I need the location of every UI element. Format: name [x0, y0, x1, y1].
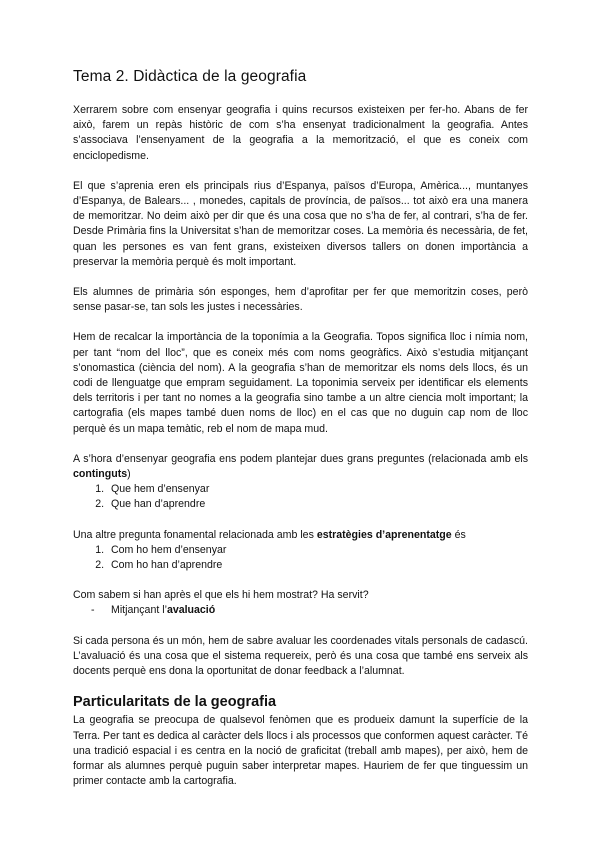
- document-page: [73, 68, 528, 804]
- list-evaluation: [73, 603, 528, 618]
- paragraph-evaluation-question: Com sabem si han après el que els hi hem mostrat? Ha servit?: [73, 589, 369, 602]
- paragraph-evaluation: Si cada persona és un món, hem de sabre avaluar les coordenades vitals personals de cadascú. L’avaluació és una cosa que el sistema requereix, però és una cosa que també ens serveix als docents perquè ens dona la oportunitat de donar feedback a l’alumnat.: [73, 634, 528, 678]
- list-strategy-questions: [73, 543, 528, 573]
- list-item: 2. Com ho han d’aprendre: [107, 558, 528, 573]
- paragraph-students: Els alumnes de primària són esponges, hem d’aprofitar per fer que memoritzin coses, però sense pasar-se, tan sols les justes i necessàries.: [73, 286, 528, 314]
- paragraph-strategies: Una altre pregunta fonamental relacionada amb les estratègies d’aprenentatge és: [73, 528, 466, 541]
- bold-evaluation: avaluació: [166, 604, 216, 617]
- list-contents-questions: [73, 482, 528, 512]
- list-item: 1. Com ho hem d’ensenyar: [107, 543, 528, 558]
- paragraph-memorization: El que s’aprenia eren els principals rius d’Espanya, països d’Europa, Amèrica..., muntanyes d’Espanya, de Balears... , monedes, capitals de província, de països... tot això era una manera de memoritzar. No deim això per dir que és una cosa que no s’ha de fer, al contrari, s’ha de fer. Desde Primària fins la Universitat s’han de memoritzar coses. La memòria és necessària, de fet, quan les persones es van fent grans, existeixen diversos tallers on donen importància a preservar la memòria perquè és molt important.: [73, 179, 528, 268]
- paragraph-questions: A s’hora d’ensenyar geografia ens podem plantejar dues grans preguntes (relacionada amb els continguts): [73, 452, 528, 481]
- bold-strategies: estratègies d’aprenentatge: [316, 528, 452, 541]
- page-title: Tema 2. Didàctica de la geografia: [73, 68, 307, 85]
- section-heading: Particularitats de la geografia: [73, 694, 277, 711]
- list-item: 1. Que hem d’ensenyar: [107, 482, 528, 497]
- paragraph-intro: Xerrarem sobre com ensenyar geografia i quins recursos existeixen per fer-ho. Abans de fer això, farem un repàs històric de com s’ha ensenyat tradicionalment la geografia. Antes s’associava l’ensenyament de la geografia a la memorització, el que es coneix com enciclopedisme.: [73, 104, 528, 162]
- list-item: 2. Que han d’aprendre: [107, 497, 528, 512]
- paragraph-particularities: La geografia se preocupa de qualsevol fenòmen que es produeix damunt la superfície de la Terra. Per tant es dedica al caràcter dels llocs i als processos que conformen aquest caràcter. Té una tradició espacial i es centra en la noció de graficitat (treball amb mapes), per això, hem de formar als alumnes perquè puguin saber interpretar mapes. Hauriem de fer que tinguessim un primer contacte amb la cartografia.: [73, 714, 528, 788]
- bold-contents: continguts: [73, 468, 128, 481]
- paragraph-toponymy: Hem de recalcar la importància de la toponímia a la Geografia. Topos significa lloc i nímia nom, per tant “nom del lloc”, que es coneix més com noms geogràfics. Això s’estudia mitjançant s’onomastica (ciència del nom). A la geografia s’han de memoritzar els noms dels llocs, és un codi de llenguatge que empram seguidament. La toponimia serveix per identificar els elements dels territoris i per tant no nomes a la geografia sino tambe a un altre ciencia molt important; la cartografia (els mapes també duen noms de lloc) en el cas que no duguin cap nom de lloc perquè és un mapa temàtic, reb el nom de mapa mud.: [73, 331, 528, 435]
- list-item: - Mitjançant l’avaluació: [91, 603, 528, 618]
